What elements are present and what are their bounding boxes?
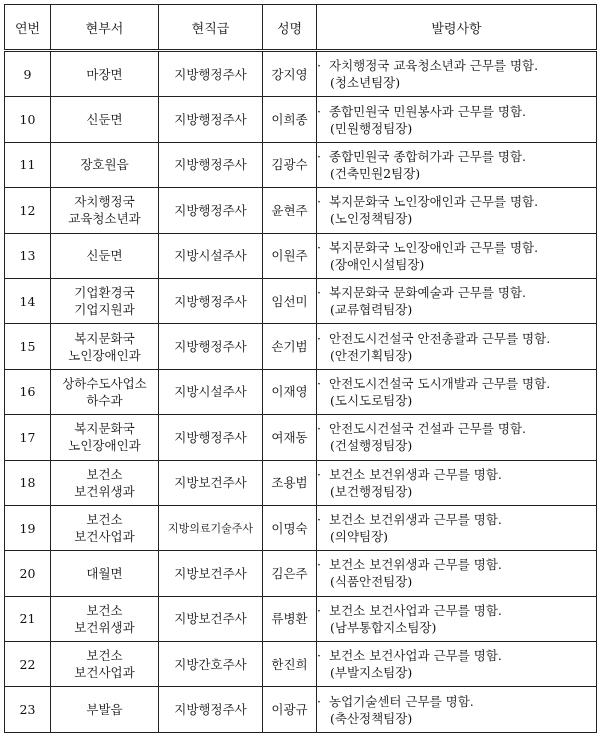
bullet-icon: · xyxy=(317,466,321,482)
table-row xyxy=(5,687,597,732)
department-line: 장호원읍 xyxy=(80,157,129,173)
appointment-text xyxy=(317,602,596,619)
bullet-icon: · xyxy=(317,103,321,119)
appointment-team: (남부통합지소팀장) xyxy=(330,619,437,635)
table-row xyxy=(5,415,597,460)
row-number: 19 xyxy=(5,505,51,550)
appointment-team: (건축민원2팀장) xyxy=(330,165,421,181)
appointment-detail xyxy=(317,460,597,505)
bullet-icon: · xyxy=(317,648,321,664)
person-name: 여재동 xyxy=(263,415,317,460)
appointment-order: 보건소 보건위생과 근무를 명함. xyxy=(329,466,502,482)
table-row xyxy=(5,642,597,687)
row-number: 13 xyxy=(5,233,51,278)
department-line: 보건위생과 xyxy=(74,619,135,635)
person-name: 김광수 xyxy=(263,142,317,187)
appointment-team: (건설행정팀장) xyxy=(330,438,413,454)
table-row xyxy=(5,369,597,414)
current-department xyxy=(51,460,159,505)
current-rank: 지방시설주사 xyxy=(159,233,263,278)
person-name: 한진희 xyxy=(263,642,317,687)
appointment-text xyxy=(317,375,596,392)
row-number: 15 xyxy=(5,324,51,369)
appointment-team: (노인정책팀장) xyxy=(330,211,413,227)
appointment-detail xyxy=(317,687,597,732)
row-number: 22 xyxy=(5,642,51,687)
current-rank: 지방행정주사 xyxy=(159,97,263,142)
current-rank: 지방행정주사 xyxy=(159,51,263,97)
person-name: 류병환 xyxy=(263,596,317,641)
appointment-team: (교류협력팀장) xyxy=(330,302,413,318)
table-body xyxy=(5,51,597,733)
appointment-text xyxy=(317,284,596,301)
appointment-order: 보건소 보건위생과 근무를 명함. xyxy=(329,512,502,528)
department-line: 보건사업과 xyxy=(74,529,135,545)
appointment-detail xyxy=(317,369,597,414)
header-row xyxy=(5,5,597,51)
appointment-text xyxy=(317,420,596,437)
row-number: 18 xyxy=(5,460,51,505)
department-line: 신둔면 xyxy=(86,112,123,128)
bullet-icon: · xyxy=(317,693,321,709)
department-line: 보건사업과 xyxy=(74,665,135,681)
appointment-team: (청소년팀장) xyxy=(330,75,401,91)
current-rank: 지방보건주사 xyxy=(159,551,263,596)
person-name: 이광규 xyxy=(263,687,317,732)
header-current-rank: 현직급 xyxy=(159,5,263,51)
table-row xyxy=(5,324,597,369)
department-line: 노인장애인과 xyxy=(68,438,141,454)
appointment-text xyxy=(317,330,596,347)
department-line: 하수과 xyxy=(86,392,123,408)
header-name: 성명 xyxy=(263,5,317,51)
row-number: 11 xyxy=(5,142,51,187)
current-department xyxy=(51,369,159,414)
table-row xyxy=(5,278,597,323)
appointment-team: (안전기획팀장) xyxy=(330,347,413,363)
table-row xyxy=(5,596,597,641)
appointment-detail xyxy=(317,142,597,187)
current-rank: 지방행정주사 xyxy=(159,142,263,187)
appointment-text xyxy=(317,556,596,573)
department-line: 부발읍 xyxy=(86,702,123,718)
appointment-order: 복지문화국 노인장애인과 근무를 명함. xyxy=(329,194,539,210)
bullet-icon: · xyxy=(317,148,321,164)
row-number: 9 xyxy=(5,51,51,97)
table-row xyxy=(5,505,597,550)
appointment-detail xyxy=(317,642,597,687)
current-department xyxy=(51,415,159,460)
person-name: 이명숙 xyxy=(263,505,317,550)
current-department xyxy=(51,551,159,596)
current-rank: 지방시설주사 xyxy=(159,369,263,414)
bullet-icon: · xyxy=(317,512,321,528)
appointment-order: 자치행정국 교육청소년과 근무를 명함. xyxy=(329,58,539,74)
current-rank: 지방행정주사 xyxy=(159,188,263,233)
current-department xyxy=(51,278,159,323)
person-name: 임선미 xyxy=(263,278,317,323)
bullet-icon: · xyxy=(317,58,321,74)
appointment-text xyxy=(317,693,596,710)
department-line: 복지문화국 xyxy=(74,330,135,346)
row-number: 23 xyxy=(5,687,51,732)
appointment-team: (부발지소팀장) xyxy=(330,665,413,681)
person-name: 김은주 xyxy=(263,551,317,596)
department-line: 대월면 xyxy=(86,565,123,581)
bullet-icon: · xyxy=(317,602,321,618)
department-line: 신둔면 xyxy=(86,248,123,264)
appointment-order: 종합민원국 종합허가과 근무를 명함. xyxy=(329,148,527,164)
row-number: 16 xyxy=(5,369,51,414)
table-row xyxy=(5,188,597,233)
appointment-text xyxy=(317,511,596,528)
appointment-team: (식품안전팀장) xyxy=(330,574,413,590)
appointment-text xyxy=(317,148,596,165)
current-department xyxy=(51,687,159,732)
current-department xyxy=(51,51,159,97)
row-number: 14 xyxy=(5,278,51,323)
appointment-team: (민원행정팀장) xyxy=(330,120,413,136)
department-line: 마장면 xyxy=(86,66,123,82)
department-line: 기업지원과 xyxy=(74,302,135,318)
department-line: 교육청소년과 xyxy=(68,211,141,227)
table-row xyxy=(5,97,597,142)
appointment-detail xyxy=(317,188,597,233)
current-department xyxy=(51,97,159,142)
appointment-detail xyxy=(317,97,597,142)
department-line: 보건소 xyxy=(86,602,123,618)
header-appointment: 발령사항 xyxy=(317,5,597,51)
department-line: 자치행정국 xyxy=(74,194,135,210)
current-rank: 지방보건주사 xyxy=(159,460,263,505)
header-current-department: 현부서 xyxy=(51,5,159,51)
person-name: 이원주 xyxy=(263,233,317,278)
department-line: 상하수도사업소 xyxy=(62,375,147,391)
department-line: 기업환경국 xyxy=(74,285,135,301)
department-line: 노인장애인과 xyxy=(68,347,141,363)
appointment-team: (보건행정팀장) xyxy=(330,483,413,499)
appointment-order: 종합민원국 민원봉사과 근무를 명함. xyxy=(329,103,527,119)
appointment-text xyxy=(317,193,596,210)
bullet-icon: · xyxy=(317,239,321,255)
current-rank: 지방간호주사 xyxy=(159,642,263,687)
appointment-detail xyxy=(317,505,597,550)
appointment-order: 보건소 보건사업과 근무를 명함. xyxy=(329,648,502,664)
appointment-order: 안전도시건설국 건설과 근무를 명함. xyxy=(329,421,527,437)
current-department xyxy=(51,596,159,641)
bullet-icon: · xyxy=(317,330,321,346)
appointment-order: 복지문화국 문화예술과 근무를 명함. xyxy=(329,285,527,301)
appointment-team: (도시도로팀장) xyxy=(330,392,413,408)
appointment-detail xyxy=(317,596,597,641)
appointment-detail xyxy=(317,551,597,596)
appointment-order: 농업기술센터 근무를 명함. xyxy=(329,693,474,709)
bullet-icon: · xyxy=(317,557,321,573)
person-name: 이재영 xyxy=(263,369,317,414)
row-number: 17 xyxy=(5,415,51,460)
bullet-icon: · xyxy=(317,421,321,437)
department-line: 보건소 xyxy=(86,648,123,664)
appointment-order: 안전도시건설국 도시개발과 근무를 명함. xyxy=(329,375,551,391)
department-line: 보건위생과 xyxy=(74,483,135,499)
table-row xyxy=(5,142,597,187)
row-number: 12 xyxy=(5,188,51,233)
appointment-team: (의약팀장) xyxy=(330,529,389,545)
current-rank: 지방행정주사 xyxy=(159,324,263,369)
current-department xyxy=(51,188,159,233)
current-rank: 지방의료기술주사 xyxy=(159,505,263,550)
bullet-icon: · xyxy=(317,285,321,301)
table-header xyxy=(5,5,597,51)
appointment-text xyxy=(317,647,596,664)
current-department xyxy=(51,324,159,369)
appointment-order: 복지문화국 노인장애인과 근무를 명함. xyxy=(329,239,539,255)
current-department xyxy=(51,642,159,687)
appointment-order: 보건소 보건사업과 근무를 명함. xyxy=(329,602,502,618)
row-number: 20 xyxy=(5,551,51,596)
appointment-order: 안전도시건설국 안전총괄과 근무를 명함. xyxy=(329,330,551,346)
current-department xyxy=(51,233,159,278)
current-rank: 지방보건주사 xyxy=(159,596,263,641)
current-department xyxy=(51,142,159,187)
table-row xyxy=(5,551,597,596)
appointment-team: (축산정책팀장) xyxy=(330,710,413,726)
person-name: 이희종 xyxy=(263,97,317,142)
appointment-text xyxy=(317,466,596,483)
appointment-detail xyxy=(317,324,597,369)
current-rank: 지방행정주사 xyxy=(159,415,263,460)
header-no: 연번 xyxy=(5,5,51,51)
appointment-text xyxy=(317,239,596,256)
department-line: 보건소 xyxy=(86,512,123,528)
bullet-icon: · xyxy=(317,194,321,210)
appointment-detail xyxy=(317,415,597,460)
current-department xyxy=(51,505,159,550)
current-rank: 지방행정주사 xyxy=(159,687,263,732)
person-name: 손기범 xyxy=(263,324,317,369)
appointment-detail xyxy=(317,51,597,97)
row-number: 10 xyxy=(5,97,51,142)
table-row xyxy=(5,460,597,505)
appointment-detail xyxy=(317,278,597,323)
table-row xyxy=(5,233,597,278)
appointment-detail xyxy=(317,233,597,278)
appointment-text xyxy=(317,103,596,120)
department-line: 복지문화국 xyxy=(74,421,135,437)
appointment-text xyxy=(317,57,596,74)
person-name: 조용범 xyxy=(263,460,317,505)
bullet-icon: · xyxy=(317,375,321,391)
appointment-order: 보건소 보건위생과 근무를 명함. xyxy=(329,557,502,573)
table-row xyxy=(5,51,597,97)
appointment-team: (장애인시설팀장) xyxy=(330,256,425,272)
personnel-roster-table xyxy=(4,4,597,733)
department-line: 보건소 xyxy=(86,466,123,482)
person-name: 강지영 xyxy=(263,51,317,97)
person-name: 윤현주 xyxy=(263,188,317,233)
row-number: 21 xyxy=(5,596,51,641)
current-rank: 지방행정주사 xyxy=(159,278,263,323)
